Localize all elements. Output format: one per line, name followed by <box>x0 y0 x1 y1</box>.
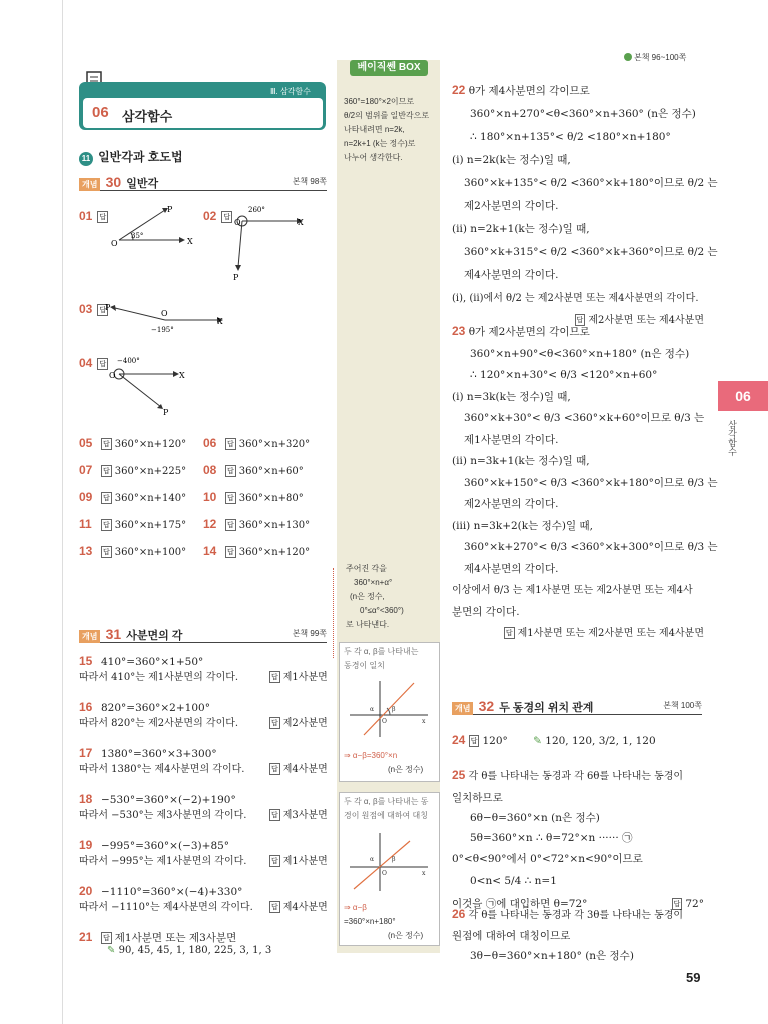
svg-text:O: O <box>161 309 168 318</box>
header-ref: 본책 96~100쪽 <box>624 52 686 63</box>
item-25: 25 각 θ를 나타내는 동경과 각 6θ를 나타내는 동경이 일치하므로 6θ−θ=360°×n (n은 정수) 5θ=360°×n ∴ θ=72°×n ······ ㉠ 0°<θ<90°에서 0°<72°×n<90°이므로 0<n< 5/4 ∴ n=1 이것을 ㉠에 대입하면 θ=72° 답 72° <box>452 768 704 910</box>
concept-32-header: 개념 32 두 동경의 위치 관계 본책 100쪽 <box>452 696 702 715</box>
answer-row: 13 답 360°×n+100° 14 답 360°×n+120° <box>79 544 311 558</box>
box-note-1: 360°=180°×2이므로 θ/2의 범위를 일반각으로 나타내려면 n=2k, n=2k+1 (k는 정수)로 나누어 생각한다. <box>344 97 430 162</box>
quadrant-item: 16 820°=360°×2+100° 따라서 820°는 제2사분면의 각이다. 답 제2사분면 <box>79 700 328 729</box>
quadrant-item: 17 1380°=360°×3+300° 따라서 1380°는 제4사분면의 각이다. 답 제4사분면 <box>79 746 328 775</box>
svg-text:X: X <box>298 218 304 227</box>
chapter-num: 06 <box>92 104 109 121</box>
box-note-2: 주어진 각을 360°×n+α° (n은 정수, 0°≤α°<360°) 로 나타낸다. <box>346 564 404 629</box>
chapter-tab[interactable]: 06 <box>718 381 768 411</box>
box-note-4: 두 각 α, β를 나타내는 동 경이 원점에 대하여 대칭 β α O x ⇒ α−β =360°×n+180° (n은 정수) <box>339 792 440 946</box>
chapter-title-box <box>83 98 323 128</box>
svg-text:x: x <box>422 870 426 877</box>
svg-text:O: O <box>382 870 387 877</box>
answer-row: 05 답 360°×n+120° 06 답 360°×n+320° <box>79 436 311 450</box>
lesson-heading: 11 일반각과 호도법 <box>79 146 183 166</box>
item-21: 21 답 제1사분면 또는 제3사분면 ✎ 90, 45, 45, 1, 180, 225, 3, 1, 3 <box>79 930 272 956</box>
svg-text:P: P <box>163 408 169 417</box>
svg-text:O: O <box>111 239 118 248</box>
svg-text:P: P <box>233 273 239 282</box>
quadrant-item: 15 410°=360°×1+50° 따라서 410°는 제1사분면의 각이다. 답 제1사분면 <box>79 654 328 683</box>
concept-30-header: 개념 30 일반각 본책 98쪽 <box>79 172 327 191</box>
answer-row: 07 답 360°×n+225° 08 답 360°×n+60° <box>79 463 304 477</box>
svg-text:P: P <box>167 205 173 214</box>
pen-icon: ✎ <box>533 735 542 747</box>
fig-03-diagram <box>105 298 235 338</box>
svg-text:β: β <box>392 706 396 713</box>
answer-row: 09 답 360°×n+140° 10 답 360°×n+80° <box>79 490 304 504</box>
concept-31-header: 개념 31 사분면의 각 본책 99쪽 <box>79 624 327 643</box>
pen-icon: ✎ <box>107 945 116 956</box>
svg-text:O: O <box>234 218 241 227</box>
svg-text:O: O <box>382 718 387 725</box>
fig-03: 03 답 <box>79 302 107 316</box>
item-23: 23 θ가 제2사분면의 각이므로 360°×n+90°<θ<360°×n+180° (n은 정수) ∴ 120°×n+30°< θ/3 <120°×n+60° (ⅰ) n=3k(k는 정수)일 때, 360°×k+30°< θ/3 <360°×k+60°이므로 θ/3 는 제1사분면의 각이다. (ⅱ) n=3k+1(k는 정수)일 때, 360°×k+150°< θ/3 <360°×k+180°이므로 θ/3 는 제2사분면의 각이다. (ⅲ) n=3k+2(k는 정수)일 때, 360°×k+270°< θ/3 <360°×k+300°이므로 θ/3 는 제4사분면의 각이다. 이상에서 θ/3 는 제1사분면 또는 제2사분면 또는 제4사 분면의 각이다. 답 제1사분면 또는 제2사분면 또는 제4사분면 <box>452 324 718 639</box>
fig-02-diagram <box>232 203 312 283</box>
svg-text:α: α <box>370 706 375 713</box>
fig-01: 01 답 <box>79 209 107 223</box>
fig-02: 02 답 <box>203 209 231 223</box>
item-22: 22 θ가 제4사분면의 각이므로 360°×n+270°<θ<360°×n+360° (n은 정수) ∴ 180°×n+135°< θ/2 <180°×n+180° (ⅰ) n=2k(k는 정수)일 때, 360°×k+135°< θ/2 <360°×k+180°이므로 θ/2 는 제2사분면의 각이다. (ⅱ) n=2k+1(k는 정수)일 때, 360°×k+315°< θ/2 <360°×k+360°이므로 θ/2 는 제4사분면의 각이다. (ⅰ), (ⅱ)에서 θ/2 는 제2사분면 또는 제4사분면의 각이다. 답 제2사분면 또는 제4사분면 <box>452 83 718 326</box>
item-24: 24 답 120° ✎ 120, 120, 3/2, 1, 120 <box>452 733 656 747</box>
book-icon <box>624 53 632 61</box>
fig-01-diagram <box>105 200 200 250</box>
fig-04: 04 답 <box>79 356 107 370</box>
svg-text:260°: 260° <box>248 206 265 214</box>
connector <box>333 568 334 658</box>
answer-row: 11 답 360°×n+175° 12 답 360°×n+130° <box>79 517 311 531</box>
box-note-3: 두 각 α, β를 나타내는 동경이 일치 β α O x ⇒ α−β=360°×n (n은 정수) <box>339 642 440 782</box>
quadrant-item: 18 −530°=360°×(−2)+190° 따라서 −530°는 제3사분면의 각이다. 답 제3사분면 <box>79 792 328 821</box>
chapter-tab-label: 삼각함수 <box>727 420 737 456</box>
quadrant-items <box>79 654 331 956</box>
svg-text:35°: 35° <box>131 232 144 240</box>
svg-text:X: X <box>187 237 193 246</box>
svg-text:β: β <box>392 856 396 863</box>
svg-text:X: X <box>217 317 223 326</box>
chapter-title: 삼각함수 <box>122 109 173 124</box>
svg-text:x: x <box>422 718 426 725</box>
page-number: 59 <box>686 970 701 985</box>
svg-text:−195°: −195° <box>151 326 174 334</box>
quadrant-item: 19 −995°=360°×(−3)+85° 따라서 −995°는 제1사분면의 각이다. 답 제1사분면 <box>79 838 328 867</box>
basic-box-title: 베이직쎈 BOX <box>350 60 428 76</box>
coincide-diagram <box>350 679 430 739</box>
symmetric-diagram <box>350 831 430 893</box>
svg-text:α: α <box>370 856 375 863</box>
svg-text:O: O <box>109 371 116 380</box>
svg-text:X: X <box>179 371 185 380</box>
fig-04-diagram <box>105 355 195 420</box>
chapter-section: Ⅲ. 삼각함수 <box>270 87 311 96</box>
quadrant-item: 20 −1110°=360°×(−4)+330° 따라서 −1110°는 제4사분면의 각이다. 답 제4사분면 <box>79 884 328 913</box>
svg-text:−400°: −400° <box>117 357 140 365</box>
short-answers <box>79 432 329 567</box>
item-26: 26 각 θ를 나타내는 동경과 각 3θ를 나타내는 동경이 원점에 대하여 대칭이므로 3θ−θ=360°×n+180° (n은 정수) <box>452 907 684 962</box>
svg-text:P: P <box>105 303 111 312</box>
